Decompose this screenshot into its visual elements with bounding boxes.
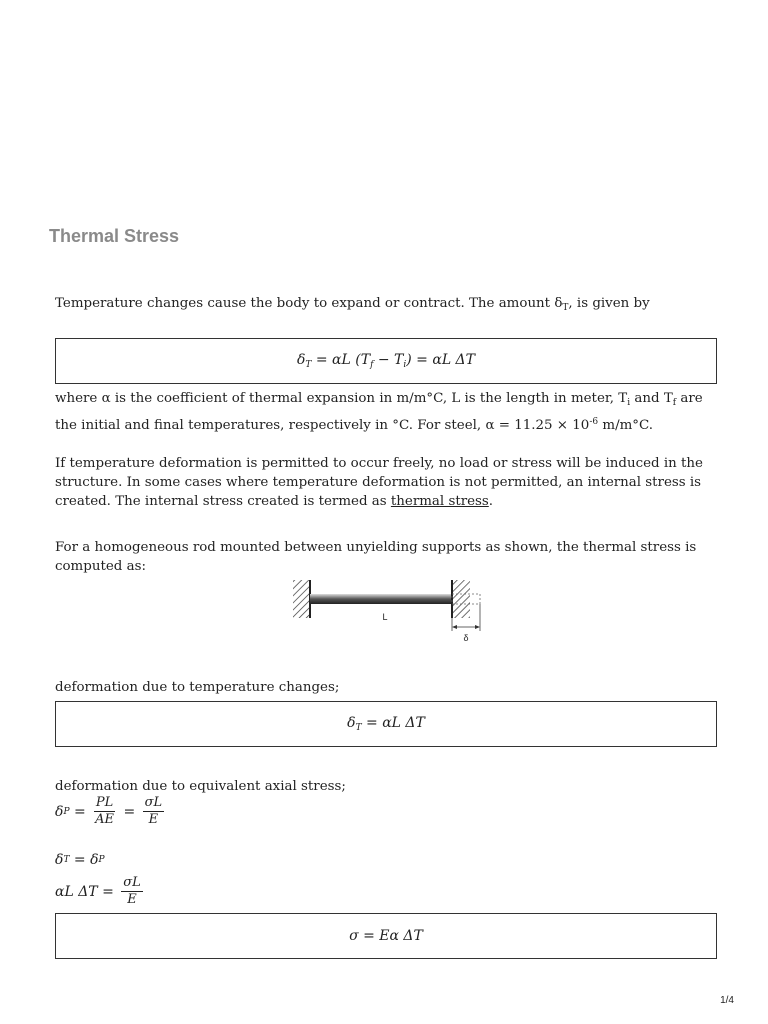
equation-box-temperature [55, 701, 717, 747]
deformation-temperature-label: deformation due to temperature changes; [55, 680, 340, 695]
page-number: 1/4 [720, 995, 734, 1006]
thermal-stress-link[interactable]: thermal stress [390, 494, 489, 509]
equation-thermal-stress: σ = Eα ΔT [349, 928, 423, 944]
delta-label: δ [463, 633, 469, 643]
right-support-hatch [453, 580, 470, 618]
length-label: L [382, 612, 388, 622]
equation-temperature: $\delta_T = \alpha L$ ΔT [347, 715, 425, 733]
equation-substitution: αL ΔT = $\frac{\sigma L}{E}$ [55, 875, 141, 907]
deformation-axial-label: deformation due to equivalent axial stress; [55, 779, 346, 794]
page-title: Thermal Stress [49, 226, 180, 246]
equation-equality: δ T = δ P [55, 852, 105, 868]
equation-thermal-deformation: $\delta_T = \alpha L$ $(T_f - T_i) = \alpha L$ ΔT [296, 352, 476, 370]
rod [310, 594, 451, 604]
homogeneous-rod-paragraph: For a homogeneous rod mounted between unyielding supports as shown, the thermal stress is computed as: [55, 540, 697, 574]
intro-paragraph: Temperature changes cause the body to expand or contract. The amount $\delta_T$, is given by [55, 296, 650, 313]
left-support-hatch [293, 580, 310, 618]
equation-axial-deformation: δ P = $\frac{PL}{AE}$ = $\frac{\sigma L}{E}$ [55, 795, 163, 827]
equation-box-thermal-stress [55, 913, 717, 959]
rod-between-supports-figure [285, 575, 490, 645]
permit-paragraph: If temperature deformation is permitted to occur freely, no load or stress will be induced in the structure. In some cases where temperature deformation is not permitted, an internal stress is created. The internal stress created is termed as thermal stress. [55, 456, 703, 509]
where-paragraph: where α is the coefficient of thermal expansion in m/m°C, L is the length in meter, $T_i$ and $T_f$ are the initial and final temperatures, respectively in °C. For steel, $\alpha = 11.25 \times 10^{-6}$ m/m°C. [55, 391, 703, 433]
equation-box-thermal-deformation [55, 338, 717, 384]
